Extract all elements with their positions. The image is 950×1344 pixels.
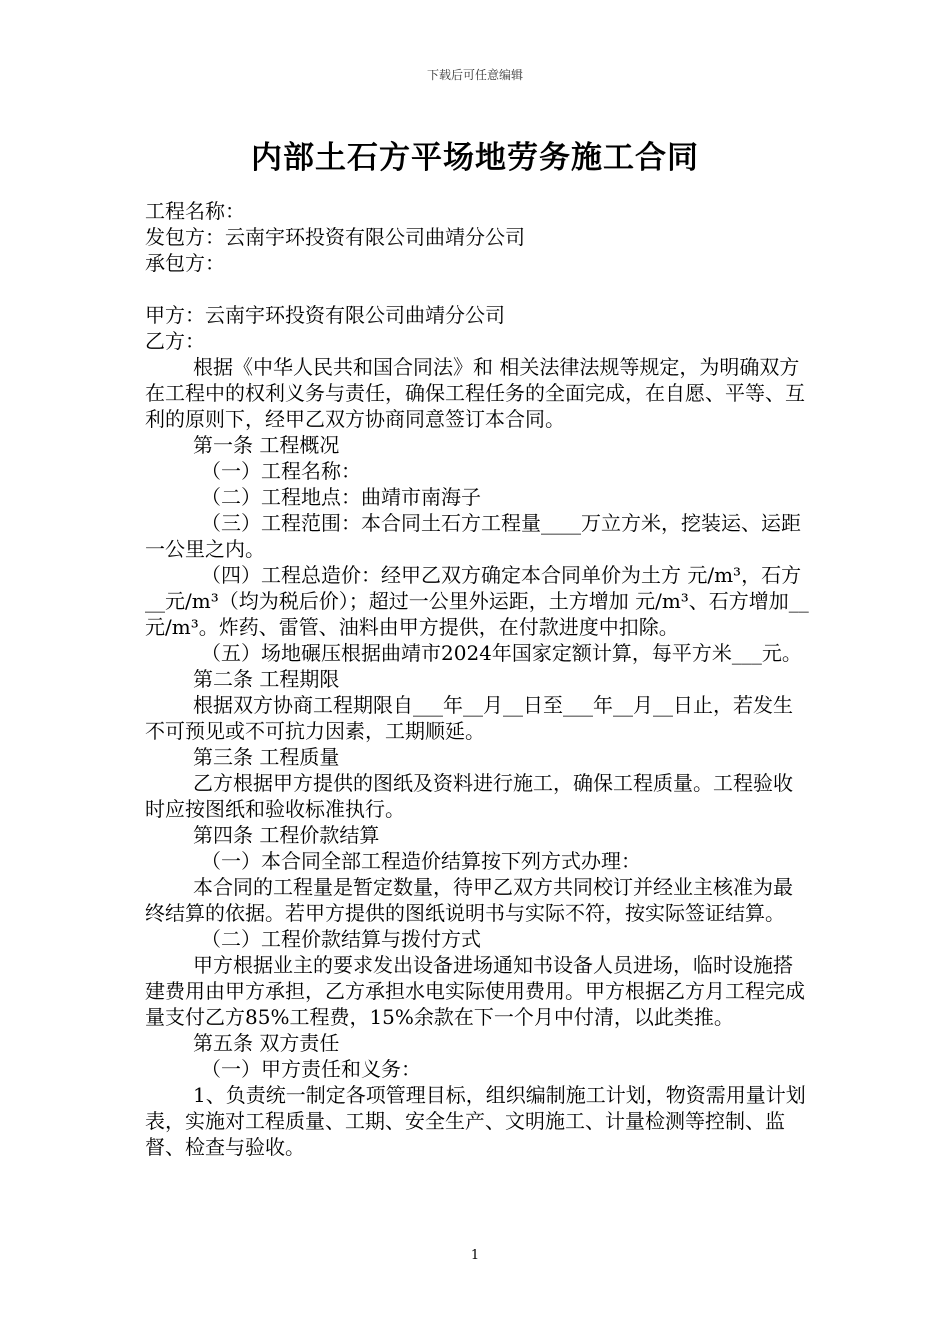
page-number: 1 <box>470 1248 480 1263</box>
paragraph: 第五条 双方责任 <box>193 1031 340 1055</box>
contractor-line: 承包方： <box>145 251 225 275</box>
paragraph: 根据双方协商工程期限自___年__月__日至___年__月__日止，若发生不可预见或不可抗力因素，工期顺延。 <box>145 693 793 743</box>
paragraph: （二）工程价款结算与拨付方式 <box>201 927 481 951</box>
paragraph: （五）场地碾压根据曲靖市2024年国家定额计算，每平方米___元。 <box>201 641 802 665</box>
contract-paragraphs <box>145 354 810 1160</box>
paragraph: （一）甲方责任和义务： <box>201 1057 421 1081</box>
paragraph: （一）本合同全部工程造价结算按下列方式办理： <box>201 849 641 873</box>
paragraph: 甲方根据业主的要求发出设备进场通知书设备人员进场，临时设施搭建费用由甲方承担，乙方承担水电实际使用费用。甲方根据乙方月工程完成量支付乙方85%工程费，15%余款在下一个月中付清，以此类推。 <box>145 953 805 1029</box>
paragraph: （一）工程名称： <box>201 459 361 483</box>
paragraph: 第四条 工程价款结算 <box>193 823 380 847</box>
party-a-line: 甲方：云南宇环投资有限公司曲靖分公司 <box>145 303 505 327</box>
spacer <box>145 276 810 302</box>
document-title: 内部土石方平场地劳务施工合同 <box>251 140 699 176</box>
paragraph: 乙方根据甲方提供的图纸及资料进行施工，确保工程质量。工程验收时应按图纸和验收标准执行。 <box>145 771 793 821</box>
paragraph: （四）工程总造价：经甲乙双方确定本合同单价为土方 元/m³，石方__元/m³（均为税后价）；超过一公里外运距，土方增加 元/m³、石方增加__元/m³。炸药、雷管、油料由甲方提供，在付款进度中扣除。 <box>145 563 809 639</box>
paragraph: （三）工程范围：本合同土石方工程量____万立方米，挖装运、运距一公里之内。 <box>145 511 801 561</box>
document-body <box>145 198 810 1160</box>
project-name-line: 工程名称： <box>145 199 245 223</box>
party-b-line: 乙方： <box>145 329 205 353</box>
employer-line: 发包方：云南宇环投资有限公司曲靖分公司 <box>145 225 525 249</box>
paragraph: 根据《中华人民共和国合同法》和 相关法律法规等规定，为明确双方在工程中的权利义务与责任，确保工程任务的全面完成，在自愿、平等、互利的原则下，经甲乙双方协商同意签订本合同。 <box>145 355 805 431</box>
paragraph: 本合同的工程量是暂定数量，待甲乙双方共同校订并经业主核准为最终结算的依据。若甲方提供的图纸说明书与实际不符，按实际签证结算。 <box>145 875 793 925</box>
paragraph: 第一条 工程概况 <box>193 433 340 457</box>
paragraph: 第三条 工程质量 <box>193 745 340 769</box>
page-header: 下载后可任意编辑 <box>426 68 523 82</box>
paragraph: 1、负责统一制定各项管理目标，组织编制施工计划，物资需用量计划表，实施对工程质量、工期、安全生产、文明施工、计量检测等控制、监督、检查与验收。 <box>145 1083 806 1159</box>
paragraph: （二）工程地点：曲靖市南海子 <box>201 485 481 509</box>
paragraph: 第二条 工程期限 <box>193 667 340 691</box>
